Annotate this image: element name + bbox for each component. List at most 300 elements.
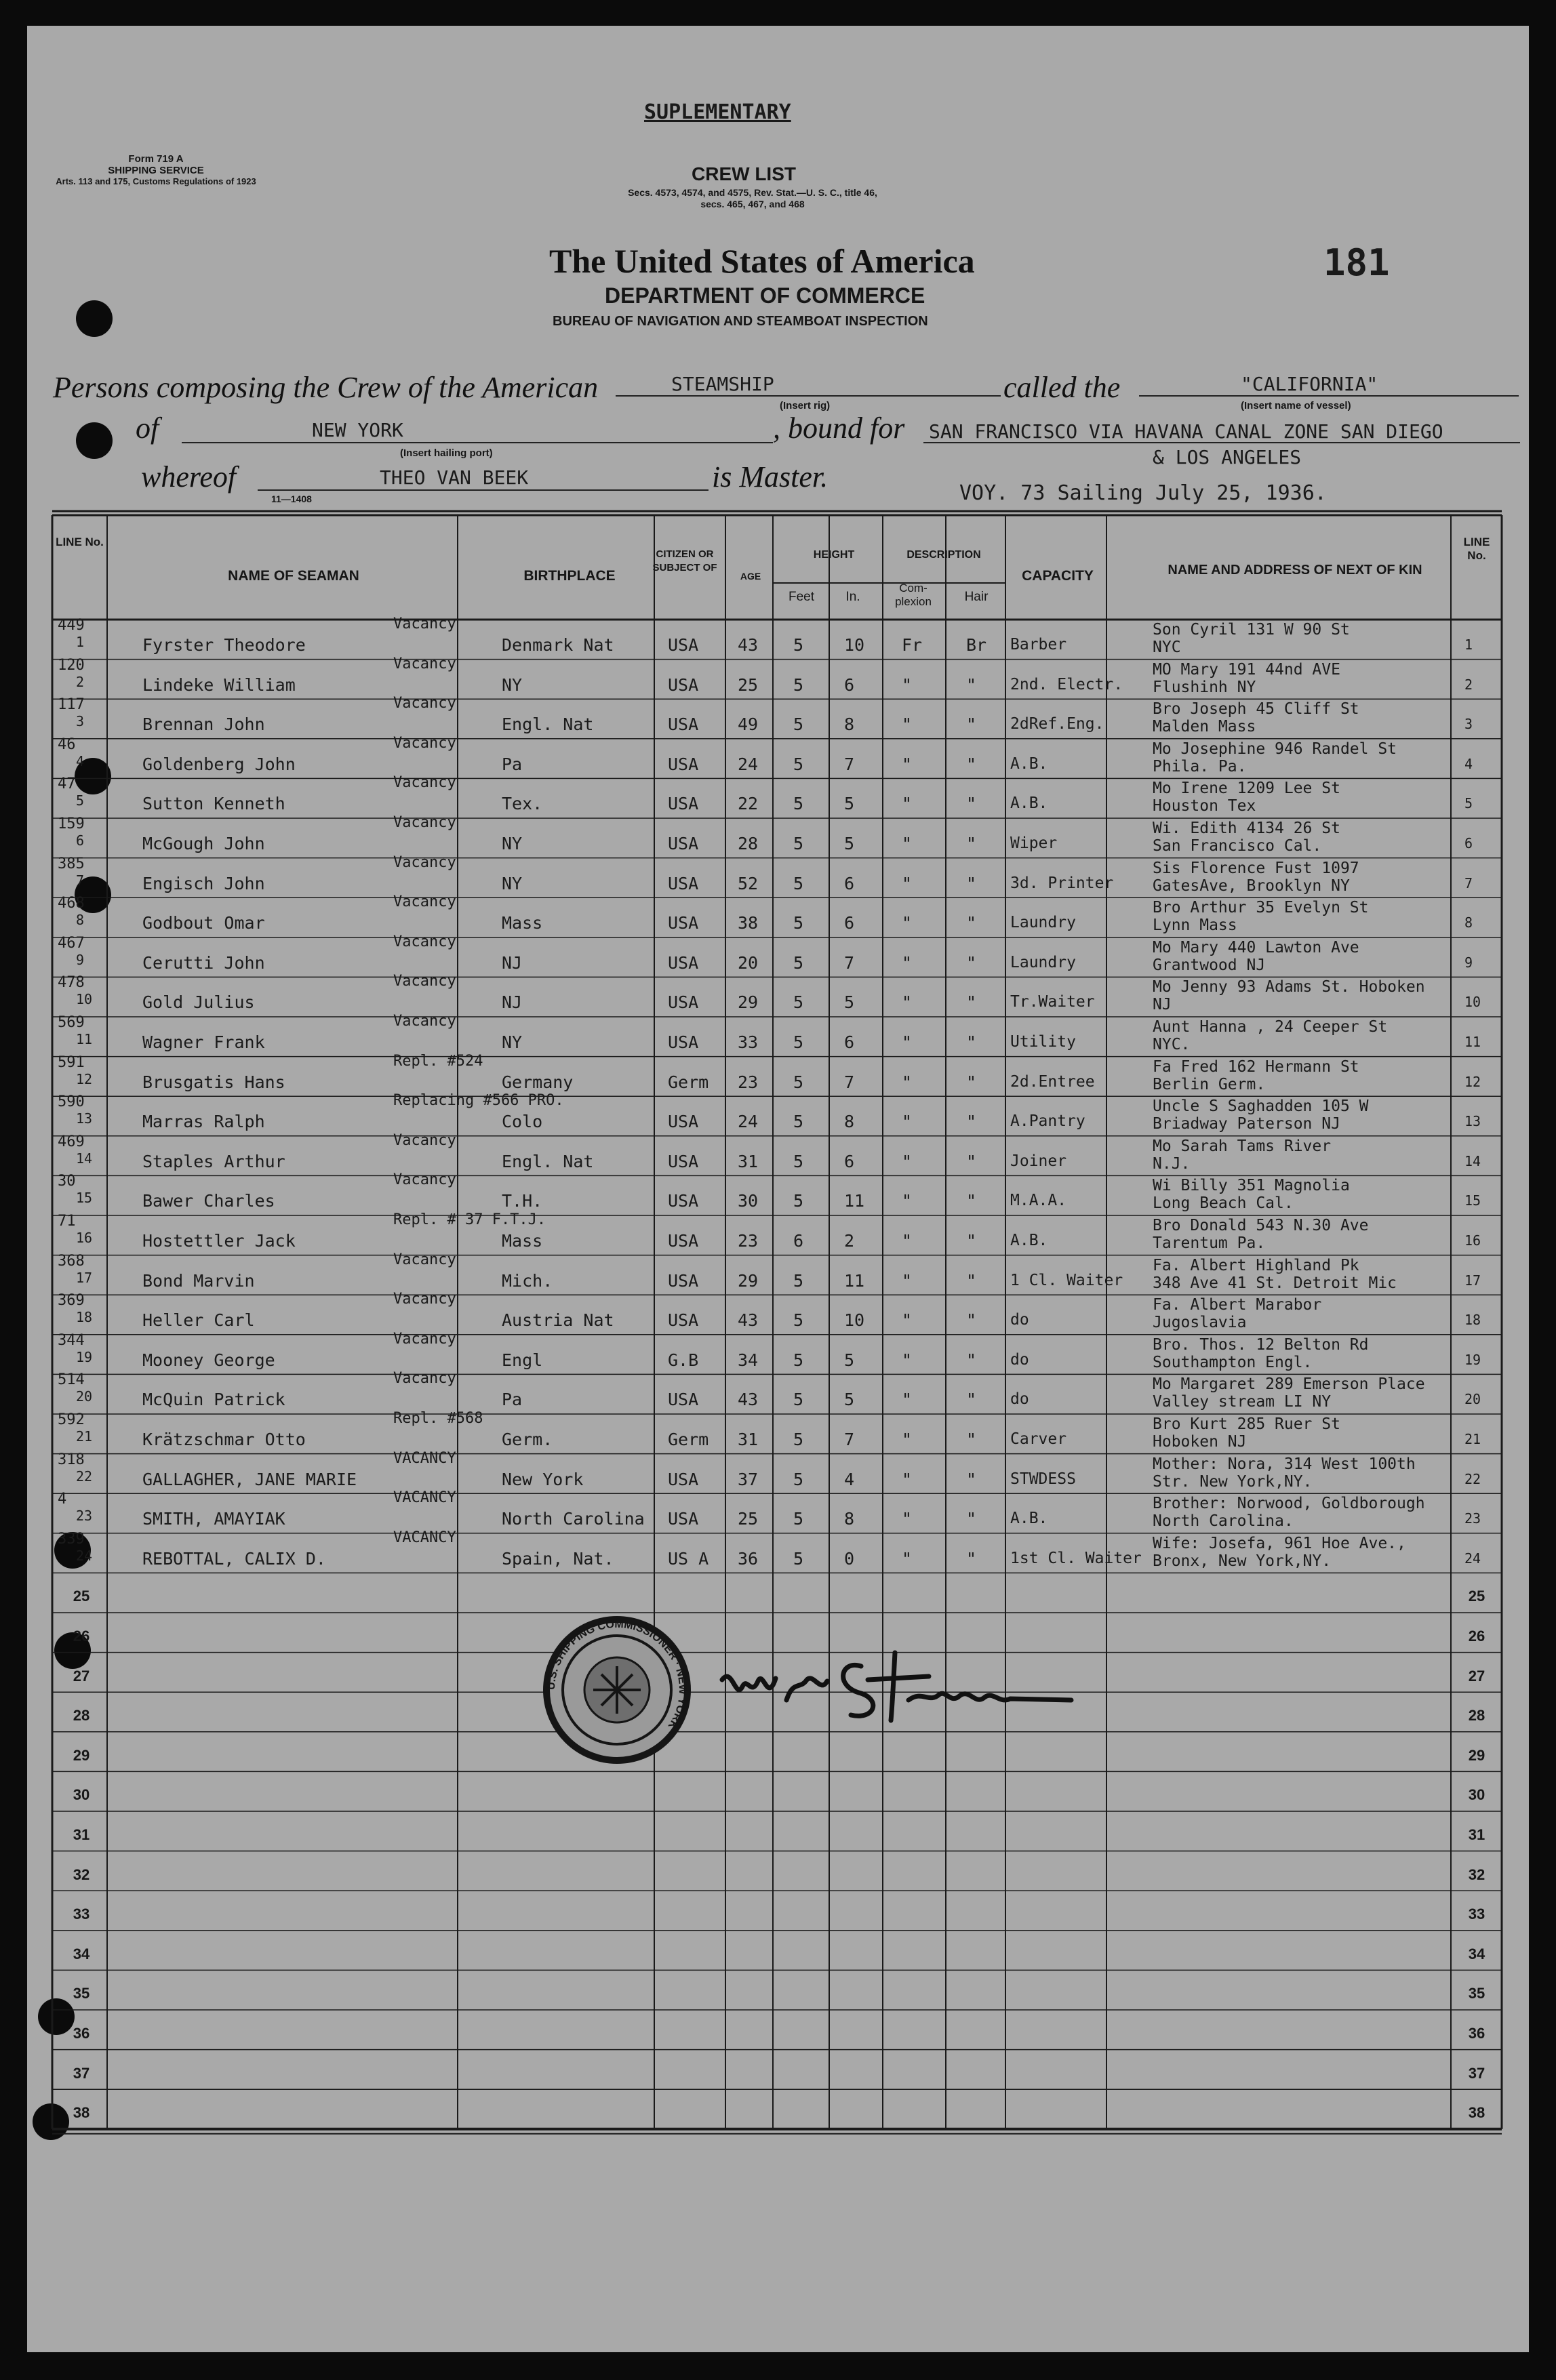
line-number: 22	[76, 1468, 93, 1485]
hair: "	[966, 1072, 977, 1092]
vacancy-note: Repl. #524	[393, 1052, 483, 1070]
blank-line-number-right: 35	[1468, 1985, 1485, 2002]
next-of-kin-name: Mo Margaret 289 Emerson Place	[1153, 1375, 1425, 1394]
line-number: 5	[76, 792, 85, 809]
seaman-name: McGough John	[142, 834, 265, 853]
height-inches: 7	[844, 952, 855, 973]
country-title: The United States of America	[549, 242, 975, 280]
birthplace: NY	[502, 1032, 523, 1052]
col-age: AGE	[740, 571, 761, 582]
birthplace: Colo	[502, 1112, 543, 1132]
vacancy-note: Vacancy	[393, 695, 456, 712]
hair: "	[966, 754, 977, 774]
birthplace: NJ	[502, 952, 523, 973]
height-inches: 6	[844, 913, 855, 933]
citizenship: USA	[668, 1032, 699, 1052]
line-number-right: 12	[1464, 1073, 1481, 1090]
citizenship: G.B	[668, 1350, 699, 1370]
label-called: called the	[1003, 371, 1121, 404]
height-inches: 7	[844, 754, 855, 774]
complexion: "	[902, 1032, 913, 1052]
height-inches: 0	[844, 1548, 855, 1569]
age: 38	[738, 913, 759, 933]
vacancy-note: Vacancy	[393, 853, 456, 871]
vacancy-note: Vacancy	[393, 1251, 456, 1268]
height-inches: 7	[844, 1430, 855, 1449]
hair: "	[966, 1509, 977, 1529]
hair: "	[966, 834, 977, 853]
hair: "	[966, 873, 977, 893]
height-feet: 5	[793, 1509, 804, 1529]
blank-line-number: 31	[73, 1826, 90, 1843]
vacancy-note: VACANCY	[393, 1489, 456, 1507]
crew-id: 569	[58, 1014, 85, 1031]
height-feet: 5	[793, 952, 804, 973]
hair: "	[966, 1390, 977, 1410]
height-inches: 11	[844, 1191, 865, 1211]
line-number: 24	[76, 1547, 93, 1564]
hair: "	[966, 992, 977, 1013]
port-field: NEW YORK	[312, 419, 403, 441]
birthplace: Germ.	[502, 1430, 553, 1449]
next-of-kin-address: NYC.	[1153, 1036, 1191, 1053]
height-feet: 5	[793, 1072, 804, 1092]
next-of-kin-address: Berlin Germ.	[1153, 1075, 1266, 1093]
height-inches: 7	[844, 1072, 855, 1092]
line-number: 23	[76, 1508, 93, 1525]
capacity: do	[1010, 1390, 1029, 1409]
next-of-kin-name: MO Mary 191 44nd AVE	[1153, 660, 1340, 679]
line-number-right: 7	[1464, 874, 1473, 891]
birthplace: Mass	[502, 913, 543, 933]
customs-regs: Arts. 113 and 175, Customs Regulations of 1923	[56, 176, 256, 186]
blank-line-number-right: 33	[1468, 1905, 1485, 1923]
blank-line-number: 27	[73, 1667, 90, 1685]
vacancy-note: Vacancy	[393, 1291, 456, 1308]
blank-line-number-right: 38	[1468, 2104, 1485, 2122]
voyage-sailing: VOY. 73 Sailing July 25, 1936.	[959, 481, 1327, 505]
height-feet: 5	[793, 1430, 804, 1449]
citizenship: USA	[668, 754, 699, 774]
line-number-right: 21	[1464, 1431, 1481, 1447]
blank-line-number: 35	[73, 1985, 90, 2002]
next-of-kin-name: Sis Florence Fust 1097	[1153, 859, 1359, 877]
next-of-kin-address: Malden Mass	[1153, 718, 1256, 736]
next-of-kin-name: Aunt Hanna , 24 Ceeper St	[1153, 1018, 1388, 1036]
blank-line-number: 29	[73, 1746, 90, 1764]
col-line-no: LINE No.	[56, 536, 104, 548]
blank-line-number: 38	[73, 2104, 90, 2122]
hair: "	[966, 913, 977, 933]
supplementary-stamp: SUPLEMENTARY	[644, 100, 791, 124]
height-inches: 5	[844, 794, 855, 814]
complexion: "	[902, 1390, 913, 1410]
signature-stroke	[722, 1653, 1071, 1720]
age: 34	[738, 1350, 759, 1370]
crew-id: 47	[58, 775, 76, 793]
blank-line-number: 26	[73, 1628, 90, 1645]
citizenship: USA	[668, 714, 699, 735]
vacancy-note: Vacancy	[393, 933, 456, 950]
next-of-kin-address: Houston Tex	[1153, 797, 1256, 815]
line-number-right: 5	[1464, 795, 1473, 812]
hair: "	[966, 1151, 977, 1171]
seaman-name: Engisch John	[142, 873, 265, 893]
complexion: "	[902, 1151, 913, 1171]
line-number-right: 1	[1464, 637, 1473, 653]
age: 23	[738, 1072, 759, 1092]
next-of-kin-address: Jugoslavia	[1153, 1314, 1247, 1332]
blank-line-number: 30	[73, 1786, 90, 1804]
next-of-kin-address: Long Beach Cal.	[1153, 1194, 1294, 1213]
blank-line-number-right: 32	[1468, 1865, 1485, 1883]
next-of-kin-address: San Francisco Cal.	[1153, 837, 1322, 855]
seaman-name: Godbout Omar	[142, 913, 265, 933]
complexion: "	[902, 913, 913, 933]
birthplace: New York	[502, 1469, 584, 1489]
crew-id: 369	[58, 1292, 85, 1310]
capacity: A.B.	[1010, 794, 1048, 813]
age: 30	[738, 1191, 759, 1211]
col-hair: Hair	[964, 590, 989, 604]
line-number: 4	[76, 752, 85, 769]
hair: "	[966, 794, 977, 814]
crew-list-title: CREW LIST	[692, 163, 796, 184]
seaman-name: Sutton Kenneth	[142, 794, 285, 814]
age: 28	[738, 834, 759, 853]
capacity: A.B.	[1010, 1510, 1048, 1528]
next-of-kin-name: Mo Mary 440 Lawton Ave	[1153, 938, 1359, 956]
capacity: Laundry	[1010, 914, 1076, 932]
next-of-kin-name: Mo Sarah Tams River	[1153, 1137, 1332, 1155]
next-of-kin-address: 348 Ave 41 St. Detroit Mic	[1153, 1274, 1397, 1292]
line-number: 16	[76, 1230, 93, 1246]
next-of-kin-name: Bro Joseph 45 Cliff St	[1153, 700, 1359, 719]
col-birthplace: BIRTHPLACE	[523, 568, 616, 584]
height-feet: 5	[793, 714, 804, 735]
citizenship: USA	[668, 794, 699, 814]
vacancy-note: Vacancy	[393, 1370, 456, 1388]
complexion: "	[902, 1430, 913, 1449]
line-number: 21	[76, 1428, 93, 1445]
height-inches: 8	[844, 1112, 855, 1132]
next-of-kin-name: Mo Jenny 93 Adams St. Hoboken	[1153, 978, 1425, 996]
height-inches: 11	[844, 1270, 865, 1291]
line-number: 14	[76, 1150, 93, 1167]
next-of-kin-address: N.J.	[1153, 1154, 1191, 1173]
birthplace: NY	[502, 873, 523, 893]
crew-id: 368	[58, 1252, 85, 1270]
line-number-right: 16	[1464, 1232, 1481, 1249]
blank-line-number-right: 31	[1468, 1826, 1485, 1843]
birthplace: Tex.	[502, 794, 543, 814]
line-number-right: 4	[1464, 755, 1473, 772]
capacity: Carver	[1010, 1430, 1067, 1448]
age: 37	[738, 1469, 759, 1489]
citizenship: USA	[668, 1151, 699, 1171]
hair: "	[966, 1430, 977, 1449]
capacity: Joiner	[1010, 1152, 1067, 1170]
hair: "	[966, 1310, 977, 1331]
line-number: 10	[76, 991, 93, 1008]
line-number: 11	[76, 1031, 93, 1047]
height-feet: 5	[793, 873, 804, 893]
hair: "	[966, 1191, 977, 1211]
birthplace: Engl. Nat	[502, 1151, 594, 1171]
vacancy-note: Vacancy	[393, 1171, 456, 1189]
height-feet: 5	[793, 1390, 804, 1410]
destination-field-2: & LOS ANGELES	[1153, 446, 1302, 468]
next-of-kin-name: Brother: Norwood, Goldborough	[1153, 1495, 1425, 1513]
crew-id: 590	[58, 1093, 85, 1111]
seaman-name: Brusgatis Hans	[142, 1072, 285, 1092]
seaman-name: Hostettler Jack	[142, 1231, 296, 1251]
shipping-service: SHIPPING SERVICE	[108, 165, 204, 177]
height-inches: 6	[844, 1032, 855, 1052]
hair: "	[966, 714, 977, 735]
vacancy-note: Vacancy	[393, 973, 456, 990]
crew-id: 117	[58, 696, 85, 714]
signature-text: Wm Stanton	[712, 1737, 719, 1738]
blank-line-number-right: 25	[1468, 1588, 1485, 1605]
crew-id: 467	[58, 934, 85, 952]
birthplace: Engl. Nat	[502, 714, 594, 735]
crew-id: 71	[58, 1213, 76, 1230]
age: 24	[738, 1112, 759, 1132]
line-number: 18	[76, 1309, 93, 1326]
line-number-right: 18	[1464, 1312, 1481, 1329]
age: 49	[738, 714, 759, 735]
capacity: Laundry	[1010, 953, 1076, 971]
seaman-name: Mooney George	[142, 1350, 275, 1370]
col-description: DESCRIPTION	[906, 549, 981, 561]
line-number-right: 10	[1464, 994, 1481, 1011]
line-number-right: 11	[1464, 1034, 1481, 1050]
crew-id: 46	[58, 735, 76, 753]
crew-id: 159	[58, 815, 85, 832]
line-number: 19	[76, 1348, 93, 1365]
complexion: "	[902, 1310, 913, 1331]
crew-id: 339	[58, 1530, 85, 1548]
height-inches: 10	[844, 1310, 865, 1331]
height-feet: 5	[793, 1191, 804, 1211]
capacity: A.Pantry	[1010, 1112, 1085, 1131]
blank-line-number-right: 30	[1468, 1786, 1485, 1804]
birthplace: Spain, Nat.	[502, 1548, 614, 1569]
birthplace: NY	[502, 674, 523, 695]
height-feet: 5	[793, 1112, 804, 1132]
complexion: "	[902, 1072, 913, 1092]
line-number: 17	[76, 1269, 93, 1286]
age: 43	[738, 1390, 759, 1410]
capacity: Wiper	[1010, 834, 1058, 852]
seaman-name: Marras Ralph	[142, 1112, 265, 1132]
capacity: 2nd. Electr.	[1010, 675, 1123, 693]
citizenship: USA	[668, 1112, 699, 1132]
height-feet: 5	[793, 1151, 804, 1171]
next-of-kin-name: Wi. Edith 4134 26 St	[1153, 820, 1340, 837]
blank-line-number-right: 37	[1468, 2064, 1485, 2082]
next-of-kin-name: Son Cyril 131 W 90 St	[1153, 621, 1350, 639]
seaman-name: Heller Carl	[142, 1310, 255, 1331]
complexion: "	[902, 1191, 913, 1211]
vacancy-note: VACANCY	[393, 1449, 456, 1467]
capacity: Tr.Waiter	[1010, 993, 1095, 1011]
vacancy-note: Vacancy	[393, 616, 456, 632]
line-number-right: 19	[1464, 1351, 1481, 1368]
height-inches: 6	[844, 1151, 855, 1171]
department-title: DEPARTMENT OF COMMERCE	[605, 283, 925, 308]
port-hint: (Insert hailing port)	[400, 447, 493, 459]
hair: "	[966, 1032, 977, 1052]
complexion: Fr	[902, 635, 923, 655]
seaman-name: GALLAGHER, JANE MARIE	[142, 1469, 357, 1489]
citizenship: USA	[668, 1191, 699, 1211]
next-of-kin-name: Mo Josephine 946 Randel St	[1153, 740, 1397, 758]
capacity: M.A.A.	[1010, 1192, 1067, 1210]
height-feet: 5	[793, 674, 804, 695]
citizenship: USA	[668, 1231, 699, 1251]
label-of: of	[136, 411, 159, 445]
seaman-name: Krätzschmar Otto	[142, 1430, 306, 1449]
birthplace: North Carolina	[502, 1509, 645, 1529]
hair: "	[966, 1469, 977, 1489]
vacancy-note: Repl. #568	[393, 1410, 483, 1427]
height-inches: 2	[844, 1231, 855, 1251]
line-number: 12	[76, 1070, 93, 1087]
rig-field: STEAMSHIP	[671, 373, 774, 395]
citizenship: USA	[668, 1469, 699, 1489]
capacity: 2dRef.Eng.	[1010, 715, 1104, 733]
capacity: do	[1010, 1350, 1029, 1369]
vacancy-note: Vacancy	[393, 734, 456, 752]
age: 20	[738, 952, 759, 973]
line-number-right: 20	[1464, 1391, 1481, 1408]
crew-id: 514	[58, 1371, 85, 1389]
next-of-kin-address: Grantwood NJ	[1153, 956, 1266, 974]
line-number-right: 14	[1464, 1152, 1481, 1169]
birthplace: Mass	[502, 1231, 543, 1251]
master-field: THEO VAN BEEK	[380, 466, 529, 489]
height-inches: 5	[844, 992, 855, 1013]
birthplace: Germany	[502, 1072, 574, 1092]
complexion: "	[902, 1469, 913, 1489]
age: 43	[738, 1310, 759, 1331]
next-of-kin-name: Uncle S Saghadden 105 W	[1153, 1097, 1369, 1116]
next-of-kin-address: Lynn Mass	[1153, 916, 1237, 935]
next-of-kin-name: Mother: Nora, 314 West 100th	[1153, 1455, 1416, 1473]
citizenship: USA	[668, 635, 699, 655]
next-of-kin-name: Wife: Josefa, 961 Hoe Ave.,	[1153, 1534, 1406, 1552]
capacity: STWDESS	[1010, 1470, 1076, 1488]
next-of-kin-address: NYC	[1153, 639, 1181, 656]
height-feet: 5	[793, 1469, 804, 1489]
hair: "	[966, 674, 977, 695]
crew-id: 468	[58, 895, 85, 912]
capacity: Utility	[1010, 1033, 1076, 1051]
crew-id: 344	[58, 1331, 85, 1349]
next-of-kin-name: Wi Billy 351 Magnolia	[1153, 1177, 1350, 1195]
citizenship: Germ	[668, 1072, 709, 1092]
line-number: 3	[76, 713, 85, 730]
height-inches: 5	[844, 1350, 855, 1370]
vacancy-note: Vacancy	[393, 1131, 456, 1149]
age: 22	[738, 794, 759, 814]
capacity: do	[1010, 1311, 1029, 1329]
hair: "	[966, 1112, 977, 1132]
seaman-name: McQuin Patrick	[142, 1390, 285, 1410]
seaman-name: REBOTTAL, CALIX D.	[142, 1548, 326, 1569]
seaman-name: Brennan John	[142, 714, 265, 735]
vacancy-note: Vacancy	[393, 814, 456, 831]
line-number: 2	[76, 673, 85, 690]
citizenship: USA	[668, 873, 699, 893]
seaman-name: SMITH, AMAYIAK	[142, 1509, 285, 1529]
height-inches: 8	[844, 714, 855, 735]
height-inches: 6	[844, 873, 855, 893]
blank-line-number: 25	[73, 1588, 90, 1605]
crew-id: 30	[58, 1173, 76, 1190]
complexion: "	[902, 1270, 913, 1291]
age: 36	[738, 1548, 759, 1569]
next-of-kin-address: Bronx, New York,NY.	[1153, 1552, 1332, 1570]
birthplace: Pa	[502, 1390, 523, 1410]
capacity: 1 Cl. Waiter	[1010, 1271, 1123, 1289]
citizenship: USA	[668, 1310, 699, 1331]
age: 29	[738, 992, 759, 1013]
seaman-name: Staples Arthur	[142, 1151, 285, 1171]
seaman-name: Gold Julius	[142, 992, 255, 1013]
next-of-kin-address: North Carolina.	[1153, 1512, 1294, 1531]
next-of-kin-address: Flushinh NY	[1153, 678, 1256, 696]
line-number: 15	[76, 1190, 93, 1207]
line-number-right: 23	[1464, 1510, 1481, 1527]
crew-id: 120	[58, 656, 85, 674]
seaman-name: Lindeke William	[142, 674, 296, 695]
citizenship: USA	[668, 992, 699, 1013]
next-of-kin-address: Phila. Pa.	[1153, 757, 1247, 775]
line-number-right: 6	[1464, 835, 1473, 851]
height-feet: 5	[793, 1032, 804, 1052]
capacity: 2d.Entree	[1010, 1072, 1095, 1091]
seaman-name: Bawer Charles	[142, 1191, 275, 1211]
seal-text: U.S. SHIPPING COMMISSIONER · NEW YORK	[545, 1618, 689, 1731]
crew-id: 449	[58, 617, 85, 634]
line-number-right: 8	[1464, 914, 1473, 931]
form-no: Form 719 A	[128, 153, 184, 165]
vacancy-note: Replacing #566 PRO.	[393, 1092, 564, 1110]
page-number: 181	[1323, 241, 1390, 284]
blank-line-number: 33	[73, 1905, 90, 1923]
complexion: "	[902, 1350, 913, 1370]
blank-line-number-right: 29	[1468, 1746, 1485, 1764]
age: 25	[738, 674, 759, 695]
vessel-name-hint: (Insert name of vessel)	[1241, 400, 1351, 411]
height-inches: 5	[844, 834, 855, 853]
vacancy-note: Repl. # 37 F.T.J.	[393, 1211, 546, 1228]
line-number-right: 15	[1464, 1192, 1481, 1209]
next-of-kin-address: Tarentum Pa.	[1153, 1234, 1266, 1252]
birthplace: Engl	[502, 1350, 543, 1370]
vessel-name-field: "CALIFORNIA"	[1241, 373, 1378, 395]
blank-line-number: 36	[73, 2025, 90, 2042]
birthplace: Pa	[502, 754, 523, 774]
citizenship: USA	[668, 913, 699, 933]
age: 29	[738, 1270, 759, 1291]
age: 31	[738, 1151, 759, 1171]
line-number: 9	[76, 951, 85, 968]
bureau-title: BUREAU OF NAVIGATION AND STEAMBOAT INSPECTION	[553, 314, 928, 329]
